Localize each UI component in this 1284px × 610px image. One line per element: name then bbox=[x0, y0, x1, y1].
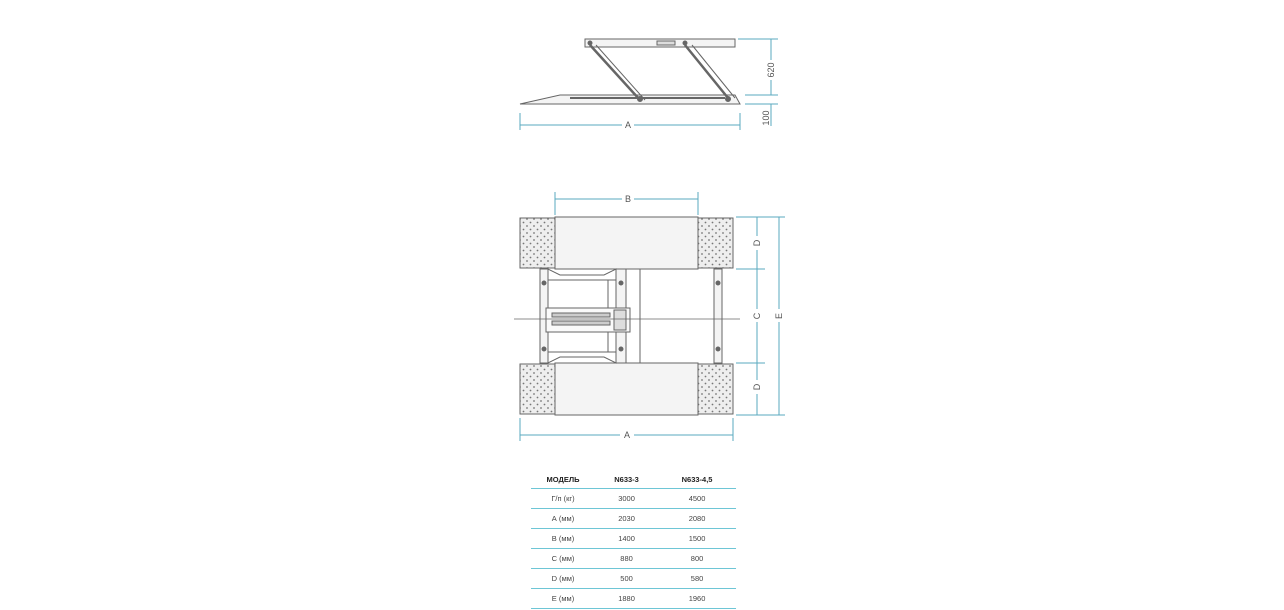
table-row bbox=[531, 569, 736, 589]
side-dimensions bbox=[520, 39, 778, 130]
dim-b-label: B bbox=[624, 194, 632, 204]
row-label: А (мм) bbox=[531, 509, 595, 529]
table-cell: 1400 bbox=[595, 529, 658, 549]
dim-c-label: C bbox=[752, 312, 762, 320]
scissor-arm-left bbox=[590, 45, 640, 100]
pad-top-right bbox=[698, 218, 733, 268]
scissor-arm-right bbox=[685, 45, 728, 98]
table-cell: 800 bbox=[658, 549, 736, 569]
table-cell: 2080 bbox=[658, 509, 736, 529]
header-n633-4-5: N633-4,5 bbox=[658, 470, 736, 489]
pad-top-left bbox=[520, 218, 555, 268]
header-model: МОДЕЛЬ bbox=[531, 470, 595, 489]
table-row bbox=[531, 549, 736, 569]
dim-a-top-label: A bbox=[623, 430, 631, 440]
top-view bbox=[514, 217, 740, 415]
row-label: Е (мм) bbox=[531, 589, 595, 609]
platform-top bbox=[555, 217, 698, 269]
table-cell: 3000 bbox=[595, 489, 658, 509]
table-cell: 1880 bbox=[595, 589, 658, 609]
table-row bbox=[531, 529, 736, 549]
dim-100-label: 100 bbox=[761, 110, 771, 126]
table-header-row bbox=[531, 470, 736, 489]
platform-bottom bbox=[555, 363, 698, 415]
spec-table bbox=[531, 470, 736, 609]
dim-e-label: E bbox=[774, 312, 784, 320]
dim-620-label: 620 bbox=[766, 62, 776, 78]
side-view bbox=[520, 39, 740, 104]
table-cell: 4500 bbox=[658, 489, 736, 509]
pad-bottom-left bbox=[520, 364, 555, 414]
table-cell: 1960 bbox=[658, 589, 736, 609]
row-label: Г/п (кг) bbox=[531, 489, 595, 509]
dim-a-side-label: A bbox=[624, 120, 632, 130]
table-cell: 500 bbox=[595, 569, 658, 589]
table-cell: 2030 bbox=[595, 509, 658, 529]
row-label: С (мм) bbox=[531, 549, 595, 569]
table-row bbox=[531, 589, 736, 609]
platform-label-plate bbox=[657, 41, 675, 45]
table-cell: 1500 bbox=[658, 529, 736, 549]
table-cell: 880 bbox=[595, 549, 658, 569]
base-ramp bbox=[520, 95, 740, 104]
scissor-frame-top bbox=[548, 269, 616, 280]
header-n633-3: N633-3 bbox=[595, 470, 658, 489]
dim-d-top-label: D bbox=[752, 239, 762, 247]
table-cell: 580 bbox=[658, 569, 736, 589]
dim-d-bottom-label: D bbox=[752, 383, 762, 391]
pad-bottom-right bbox=[698, 364, 733, 414]
table-row bbox=[531, 509, 736, 529]
scissor-frame-bottom bbox=[548, 352, 616, 363]
row-label: D (мм) bbox=[531, 569, 595, 589]
table-row bbox=[531, 489, 736, 509]
row-label: В (мм) bbox=[531, 529, 595, 549]
